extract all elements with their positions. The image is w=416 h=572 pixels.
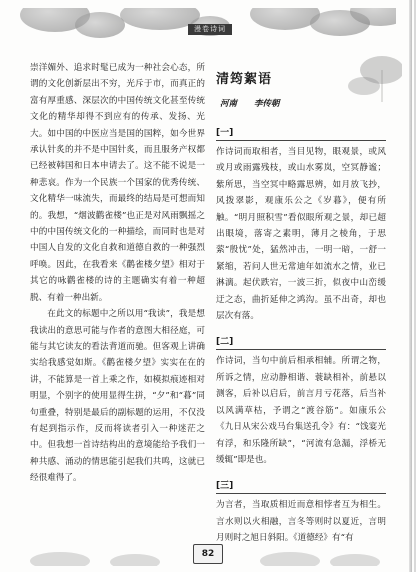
section-heading: [二] bbox=[216, 337, 234, 348]
page-spine bbox=[409, 0, 412, 572]
section-text: 作诗词，当句中前后相承相辅。所谓之物，所诉之情，应动静相谐、蓑缺相补，前悬以测客，后补以启后，前言月亏花落，后当补以风满草枯，予谓之“渡谷筋”。如康乐公《九日从宋公戏马台集送孔令》有：“饯宴光有浮，和乐隆所缺”，“河流有急漏，浮桥无缓辄”即是也。 bbox=[216, 356, 386, 465]
section-text: 为言者，当取质相近而意相悖者互为相生。言水则以火相融，言冬等则时以夏近，言明月则时之旭日斜阳。《道德经》有“有 bbox=[216, 500, 386, 544]
paragraph: 在此文的标题中之所以用“我读”，我是想我读出的意思可能与作者的意图大相径庭，可能与其它读友的看法背道而驰。但客观上讲确实给我感觉如斯。《鹳雀楼夕望》实实在在的讲，不能算是一首上乘之作，如模拟痕迹相对明显，个别字的使用显得生拼，“夕”和“暮”同句重叠，特别是最后的副标题的运用，不仅没有起到指示作，反而将读者引入一种迷茫之中。但我想一首诗结构出的意境能给予我们一种共感、涌动的情思能引起我们共鸣，这就已经很难得了。 bbox=[30, 309, 205, 484]
byline-author: 李传朝 bbox=[253, 99, 280, 109]
section-rule bbox=[216, 493, 386, 494]
section-rule bbox=[216, 349, 386, 350]
right-column bbox=[216, 60, 386, 547]
section-heading: [一] bbox=[216, 128, 234, 138]
section-header-label: 漫卷诗词 bbox=[188, 24, 232, 35]
page-number: 82 bbox=[193, 544, 223, 564]
byline-region: 河南 bbox=[220, 99, 238, 109]
left-column bbox=[30, 60, 205, 487]
section-rule bbox=[216, 140, 386, 141]
section-heading: [三] bbox=[216, 481, 234, 492]
lotus-leaf-decoration bbox=[342, 52, 402, 107]
article-title: 清筠絮语 bbox=[216, 72, 273, 87]
paragraph: 崇洋媚外、追求时髦已成为一种社会心态，所谓的文化创新层出不穷，光斥于市，而真正的富有厚重感、深层次的中国传统文化甚至传统文化的精华却得不到应有的传承、发扬、光大。如中国的中医应当是国的国粹，如今世界承认针炙的并不是中国针炙，而且服务产权都已经被韩国和日本申请去了。这不能不说是一种悲哀。作为一个民族一个国家的优秀传统、文化精华一味流失，而最终的结局是可想而知的。我想，“烟波鹳雀楼”也正是对风雨飘摇之中的中国传统文化的一种描绘，而同时也是对中国人自发的文化自救和道德自救的一种强烈呼唤。因此，在我看来《鹳雀楼夕望》相对于其它的咏鹳雀楼的诗的主题确实有着一种超脱、有着一种出新。 bbox=[30, 63, 205, 303]
section-text: 作诗词而取相者，当目见物，眼观景，或风或月或雨露残枝，或山水雾岚，空冥静谧；紫所思，当空冥中略露思辨，如月放飞抄，风拨翠影，观康乐公之《岁暮》，便有所触。“明月照积雪”看似眼所观之景，却已超出眼境，落寄之素明，薄月之棱角，于思萦“殷忧”处，猛然冲击，一明一暗，一舒一紧缩，若问人世无常迪年如流水之情，业已淋漓。起伏跌宕，一波三折，似夜中山峦缓迂之态，曲折延伸之鸿沟。虽不出奇，却也层次有落。 bbox=[216, 147, 386, 322]
